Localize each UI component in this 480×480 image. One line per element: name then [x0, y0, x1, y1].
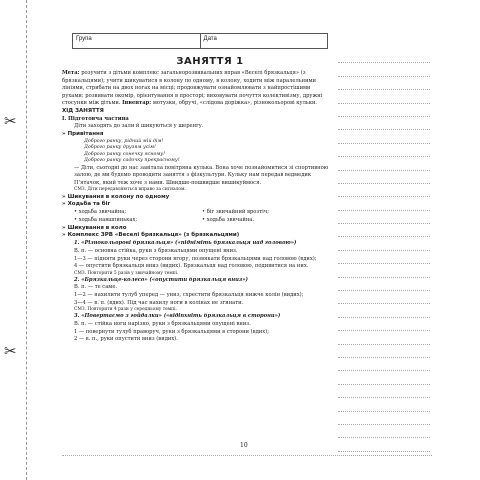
date-field[interactable]: Дата [200, 34, 328, 48]
bottom-line [62, 455, 432, 456]
note-line[interactable] [338, 264, 430, 277]
walk-list [62, 209, 330, 224]
walk-item: • біг звичайний врозтіч; [202, 209, 269, 216]
exercise-line: 1—3 — підняти руки через сторони вгору, позвякати брязкальцями над головою (вдих); [74, 255, 317, 262]
note-line[interactable] [338, 237, 430, 250]
note-line[interactable] [338, 130, 430, 143]
note-line[interactable] [338, 425, 430, 438]
note-line[interactable] [338, 224, 430, 237]
exercise-line: 1 — повернути тулуб праворуч, руки з брязкальцями в сторони (вдих); [74, 328, 269, 335]
note-line[interactable] [338, 184, 430, 197]
course-heading: ХІД ЗАНЯТТЯ [62, 107, 104, 114]
lesson-goal [62, 70, 330, 108]
note-line[interactable] [338, 304, 430, 317]
lesson-title: ЗАНЯТТЯ 1 [176, 56, 244, 67]
goal-label: Мета: [62, 70, 80, 76]
smz-note: СМЗ. Повторити 4 рази у середньому темпі. [74, 307, 177, 313]
walk-heading: Ходьба та біг [67, 201, 111, 208]
exercise-line: 4 — опустити брязкальця вниз (видих). Брязкальця над головою, подивитися на них. [74, 263, 309, 270]
inventory-label: Інвентар: [122, 100, 152, 107]
note-line[interactable] [338, 90, 430, 103]
story-text: — Діти, сьогодні до нас завітала повітряна кулька. Вона хоче познайомитися зі спортивною залою, де ми будемо проводити заняття з фізкультури. Кульку нам передав ведмедик Пʼятачок, який теж хоче з нами. Швидше-пошвидше вишикуймося. [74, 164, 329, 186]
walk-item: • ходьба навшпиньках; [74, 216, 138, 223]
section-arrow-icon: » [62, 201, 66, 208]
notes-column [338, 50, 430, 452]
note-line[interactable] [338, 345, 430, 358]
greeting-line: Доброго ранку садочку прекрасному! [84, 158, 180, 164]
exercise-line: 2 — в. п., руки опустити вниз (видих). [74, 336, 178, 343]
note-line[interactable] [338, 77, 430, 90]
note-line[interactable] [338, 197, 430, 210]
part1-lead: Діти заходять до зали й шикуються у шеренгу. [74, 123, 204, 130]
greeting-heading: Привітання [67, 130, 104, 137]
note-line[interactable] [338, 104, 430, 117]
part1-heading: I. Підготовча частина [62, 115, 129, 122]
section-arrow-icon: » [62, 130, 66, 137]
note-line[interactable] [338, 412, 430, 425]
note-line[interactable] [338, 211, 430, 224]
note-line[interactable] [338, 318, 430, 331]
note-line[interactable] [338, 358, 430, 371]
note-line[interactable] [338, 117, 430, 130]
lesson-content [62, 70, 330, 344]
cut-line [26, 0, 27, 480]
greeting-line: Доброго ранку, рідний мій дім! [84, 138, 164, 144]
note-line[interactable] [338, 251, 430, 264]
section-arrow-icon: » [62, 224, 66, 231]
inventory-text: мотузки, обручі, «слідова доріжка», різнокольорові кульки. [152, 100, 318, 107]
exercise-heading: Комплекс ЗРВ «Веселі брязкальця» (з брязкальцями) [67, 232, 240, 239]
scissors-icon: ✂ [4, 112, 17, 130]
note-line[interactable] [338, 171, 430, 184]
header-table [72, 33, 328, 49]
note-line[interactable] [338, 291, 430, 304]
page-number: 10 [240, 442, 248, 449]
column-heading: Шикування в колону по одному [67, 193, 170, 200]
note-line[interactable] [338, 385, 430, 398]
note-line[interactable] [338, 438, 430, 451]
exercise-line: 3—4 — в. п. (вдих). Під час нахилу ноги в колінах не згинати. [74, 299, 244, 306]
note-line[interactable] [338, 331, 430, 344]
note-line[interactable] [338, 371, 430, 384]
circle-heading: Шикування в коло [67, 224, 127, 231]
exercise-title: 2. «Брязкальце-колесо» («опустити брязкальця вниз») [74, 276, 248, 283]
note-line[interactable] [338, 50, 430, 63]
exercise-title: 1. «Різнокольорові брязкальця» («підніміть брязкальця над головою») [74, 240, 297, 247]
greeting-line: Доброго ранку сонечку ясному! [84, 151, 166, 157]
exercise-line: В. п. — стійка ноги нарізно, руки з брязкальцями опущені вниз. [74, 320, 251, 327]
exercise-line: 1—2 — нахилити тулуб уперед — униз, схрестити брязкальця нижче колін (видих); [74, 292, 304, 298]
note-line[interactable] [338, 398, 430, 411]
exercise-title: 3. «Повертаємо з гойдалки» («відіпхніть брязкальця в сторони») [74, 313, 281, 320]
exercise-line: В. п. — те саме. [74, 284, 118, 291]
note-line[interactable] [338, 157, 430, 170]
walk-item: • ходьба звичайна; [74, 209, 127, 216]
scissors-icon: ✂ [4, 342, 17, 360]
section-arrow-icon: » [62, 232, 66, 239]
group-field[interactable]: Група [76, 36, 92, 42]
greeting-line: Доброго ранку друзям усім! [84, 145, 156, 151]
goal-text: розучити з дітьми комплекс загальнорозвивальних вправ «Веселі брязкальця» (з брязкальцями); учити шикуватися в колону по одному, в колону, ходити між паралельними лініями, стрибати на двох ногах на місці; продовжувати ознайомлювати з найпростішими рухами; розвивати окомір, орієнтування в просторі; виховувати почуття колективізму, дружні стосунки між дітьми. [62, 70, 323, 107]
note-line[interactable] [338, 144, 430, 157]
exercise-line: В. п. — основна стійка, руки з брязкальцями опущені вниз. [74, 247, 238, 254]
section-arrow-icon: » [62, 193, 66, 200]
note-line[interactable] [338, 63, 430, 76]
walk-item: • ходьба звичайна. [202, 216, 255, 223]
smz-note: СМЗ. Повторити 5 разів у звичайному темпі. [74, 270, 179, 276]
smz-note: СМЗ. Діти передавляються вправо за сигналом. [74, 187, 186, 193]
note-line[interactable] [338, 278, 430, 291]
